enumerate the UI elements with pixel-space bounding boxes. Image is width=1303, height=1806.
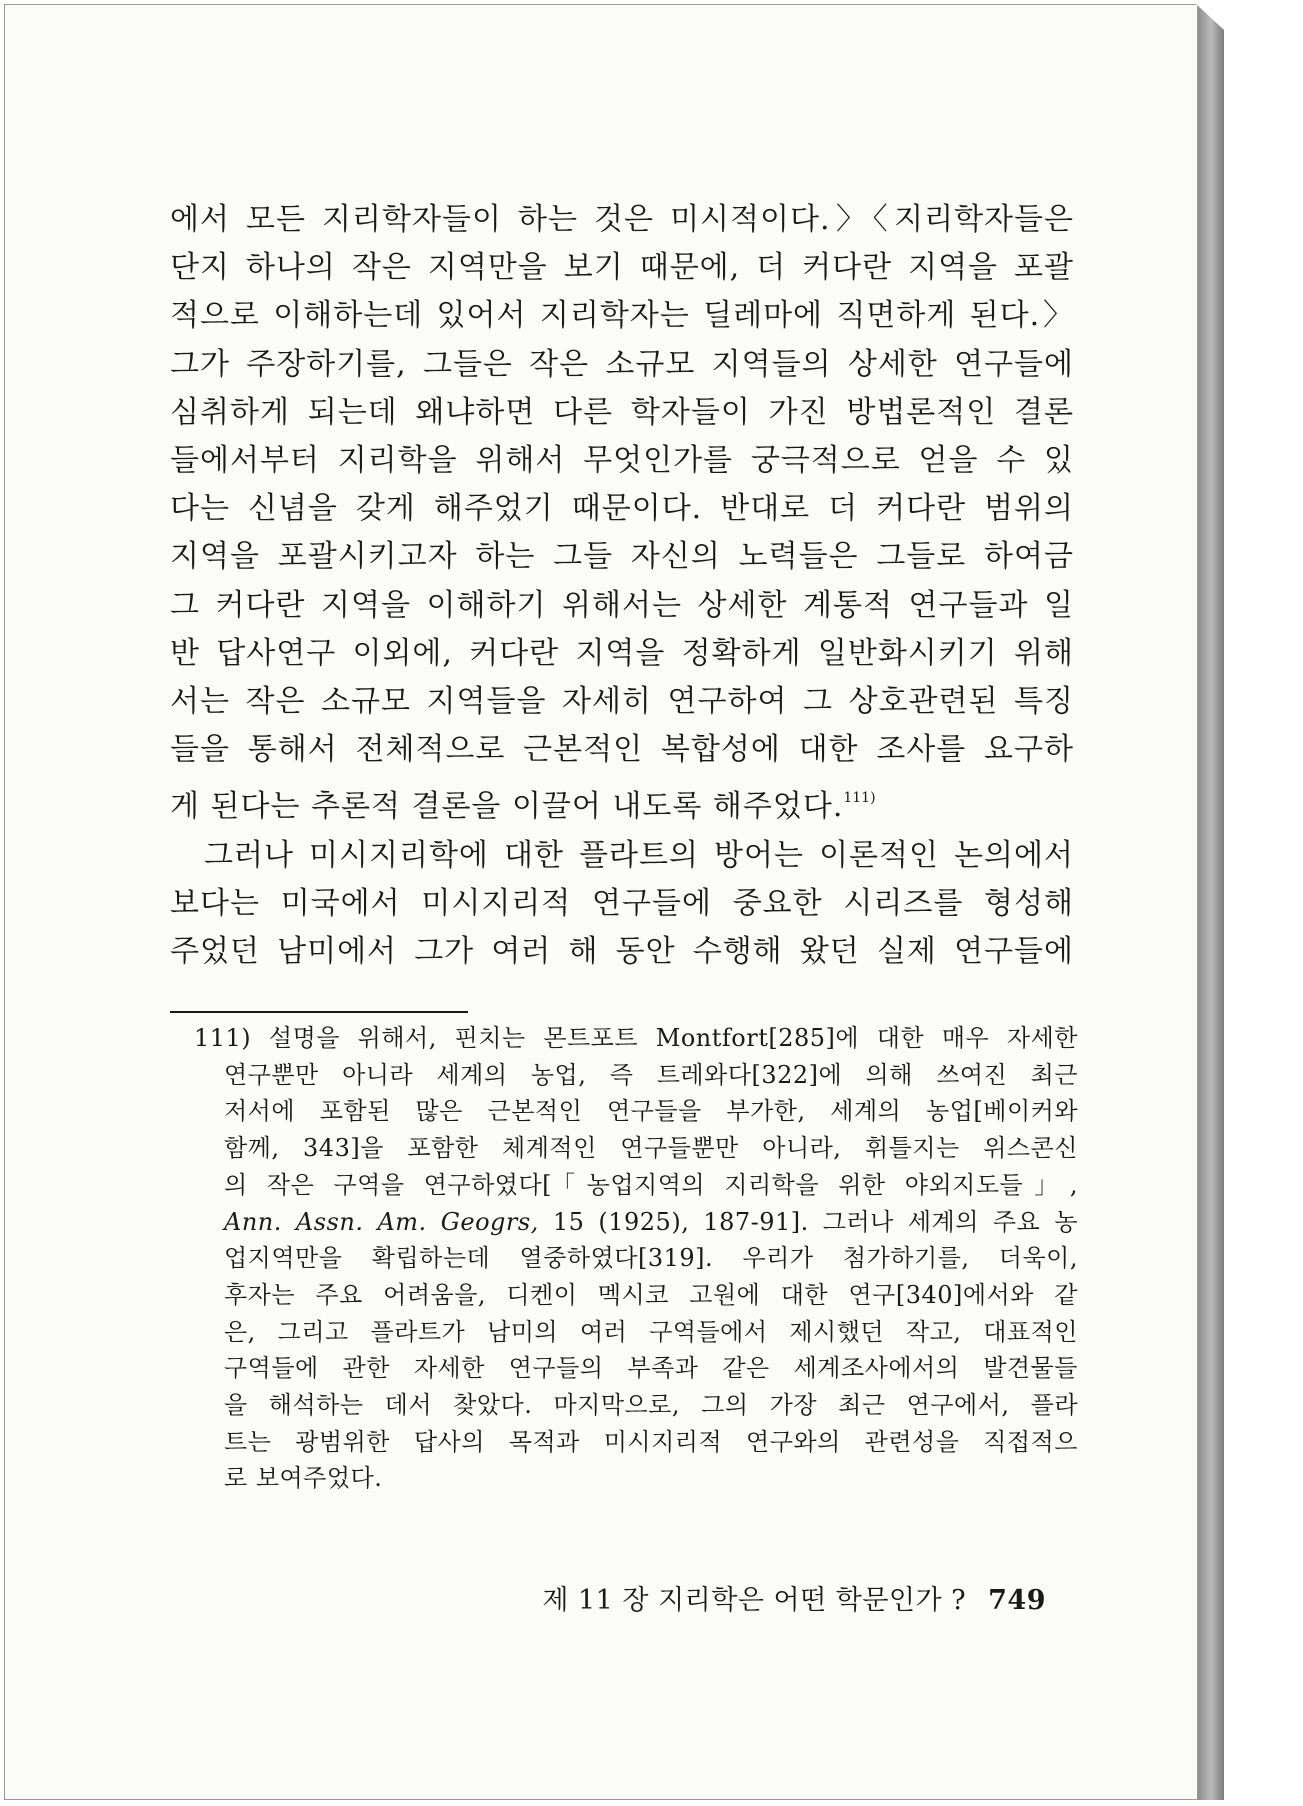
- page-number: 749: [988, 1585, 1046, 1616]
- body-line: 심취하게 되는데 왜냐하면 다른 학자들이 가진 방법론적인 결론: [170, 394, 1074, 430]
- footnote-line: 업지역만을 확립하는데 열중하였다[319]. 우리가 첨가하기를, 더욱이,: [224, 1244, 1078, 1273]
- footnote-line: 을 해석하는 데서 찾았다. 마지막으로, 그의 가장 최근 연구에서, 플라: [224, 1391, 1078, 1420]
- body-line: 적으로 이해하는데 있어서 지리학자는 딜레마에 직면하게 된다.〉: [170, 298, 1074, 334]
- body-line: 단지 하나의 작은 지역만을 보기 때문에, 더 커다란 지역을 포괄: [170, 250, 1074, 286]
- footnote-line: 함께, 343]을 포함한 체계적인 연구들뿐만 아니라, 휘틀지는 위스콘신: [224, 1134, 1078, 1163]
- footnote-line: 구역들에 관한 자세한 연구들의 부족과 같은 세계조사에서의 발견물들: [224, 1354, 1078, 1383]
- footnote-line: 트는 광범위한 답사의 목적과 미시지리적 연구와의 관련성을 직접적으: [224, 1427, 1078, 1456]
- body-line: 반 답사연구 이외에, 커다란 지역을 정확하게 일반화시키기 위해: [170, 635, 1074, 671]
- body-line: 게 된다는 추론적 결론을 이끌어 내도록 해주었다.: [170, 789, 844, 825]
- footnote-line: 연구뿐만 아니라 세계의 농업, 즉 트레와다[322]에 의해 쓰여진 최근: [224, 1060, 1078, 1089]
- body-line: 그 커다란 지역을 이해하기 위해서는 상세한 계통적 연구들과 일: [170, 587, 1074, 623]
- footnote-number: 111): [194, 1024, 252, 1052]
- footnote-line: 저서에 포함된 많은 근본적인 연구들을 부가한, 세계의 농업[베이커와: [224, 1097, 1078, 1126]
- body-line: 보다는 미국에서 미시지리적 연구들에 중요한 시리즈를 형성해: [170, 885, 1074, 921]
- running-footer: [542, 1578, 1046, 1617]
- body-text: [170, 196, 1074, 976]
- body-line-with-ref: [170, 774, 1074, 831]
- footnote-line-first: [194, 1020, 1078, 1057]
- body-line: 지역을 포괄시키고자 하는 그들 자신의 노력들은 그들로 하여금: [170, 539, 1074, 575]
- body-line: 에서 모든 지리학자들이 하는 것은 미시적이다.〉〈지리학자들은: [170, 202, 1074, 237]
- body-line: 들을 통해서 전체적으로 근본적인 복합성에 대한 조사를 요구하: [170, 732, 1074, 768]
- page-edge: [1198, 4, 1224, 1800]
- body-line: 다는 신념을 갖게 해주었기 때문이다. 반대로 더 커다란 범위의: [170, 491, 1074, 527]
- footnote-text: 설명을 위해서, 핀치는 몬트포트 Montfort[285]에 대한 매우 자세한: [268, 1024, 1078, 1052]
- footnote-citation-line: [196, 1204, 1078, 1241]
- footnote-line: 로 보여주었다.: [224, 1464, 383, 1493]
- footnote-line: 은, 그리고 플라트가 남미의 여러 구역들에서 제시했던 작고, 대표적인: [224, 1317, 1078, 1346]
- footnote-line: 의 작은 구역을 연구하였다[「농업지역의 지리학을 위한 야외지도들」,: [224, 1170, 1078, 1199]
- chapter-title: 제 11 장 지리학은 어떤 학문인가 ?: [542, 1585, 967, 1616]
- footnote-line: 후자는 주요 어려움을, 디켄이 멕시코 고원에 대한 연구[340]에서와 같: [224, 1280, 1078, 1309]
- journal-title: Ann. Assn. Am. Geogrs,: [224, 1207, 539, 1236]
- footnote-divider: [170, 1011, 468, 1013]
- body-line: 주었던 남미에서 그가 여러 해 동안 수행해 왔던 실제 연구들에: [170, 934, 1074, 970]
- body-line: 들에서부터 지리학을 위해서 무엇인가를 궁극적으로 얻을 수 있: [170, 443, 1074, 479]
- body-line: 서는 작은 소규모 지역들을 자세히 연구하여 그 상호관련된 특징: [170, 684, 1074, 720]
- citation-details: 15 (1925), 187-91]. 그러나 세계의 주요 농: [538, 1207, 1079, 1236]
- footnote-reference[interactable]: 111): [843, 790, 876, 807]
- body-line: 그러나 미시지리학에 대한 플라트의 방어는 이론적인 논의에서: [204, 837, 1074, 873]
- footnote: [196, 1020, 1078, 1497]
- page-edge-corner: [1196, 4, 1224, 30]
- body-line: 그가 주장하기를, 그들은 작은 소규모 지역들의 상세한 연구들에: [170, 346, 1074, 382]
